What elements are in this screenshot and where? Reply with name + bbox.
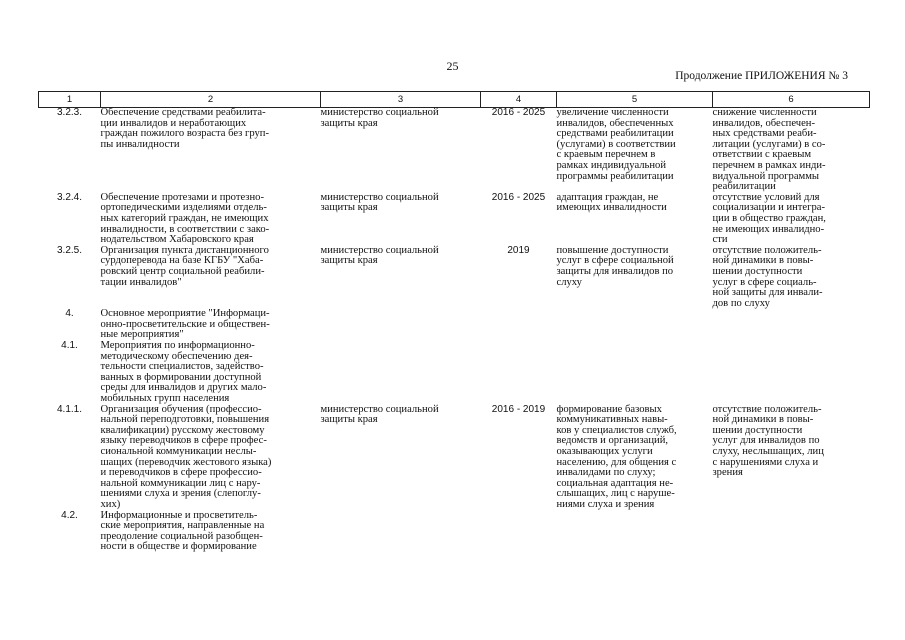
expected-result (557, 341, 713, 405)
executor: министерство социальной защиты края (320, 244, 439, 267)
table-row (39, 246, 870, 310)
non-implementation-effect (713, 511, 870, 553)
executor (321, 511, 481, 553)
non-implementation-effect: отсутствие положитель- ной динамики в повы- шении доступности услуг в сфере социаль- ной защиты для инвали- дов по слуху (712, 244, 823, 309)
column-header-5: 5 (557, 92, 713, 108)
implementation-period: 2016 - 2025 (491, 191, 546, 203)
column-numbers-row (39, 92, 870, 108)
column-header-1: 1 (39, 92, 101, 108)
table-row (39, 405, 870, 511)
table-row (39, 108, 870, 193)
expected-result: адаптация граждан, не имеющих инвалидности (556, 191, 667, 214)
measure-name: Мероприятия по информационно- методическому обеспечению дея- тельности специалистов, задейство- ванных в формировании доступной среды для инвалидов и других мало- мобильных групп населения (100, 340, 267, 405)
page-number: 25 (446, 59, 459, 73)
row-number: 4.1.1. (56, 403, 83, 415)
row-number: 4.1. (61, 340, 78, 352)
executor: министерство социальной защиты края (320, 107, 439, 129)
measure-name: Организация пункта дистанционного сурдоперевода на базе КГБУ "Хаба- ровский центр социальной реабили- тации инвалидов" (100, 244, 269, 288)
appendix-continuation-label: Продолжение ПРИЛОЖЕНИЯ № 3 (675, 70, 848, 82)
expected-result (557, 511, 713, 553)
row-number: 4. (65, 308, 74, 320)
expected-result: формирование базовых коммуникативных навы- ков у специалистов служб, ведомств и организаций, оказывающих услуги населению, для общения с инвалидами по слуху; социальная адаптация не- слышащих, лиц с наруше- ниями слуха и зрения (556, 403, 677, 510)
table-row (39, 309, 870, 341)
table-row (39, 193, 870, 246)
table-row (39, 341, 870, 405)
measures-table (38, 91, 870, 553)
table-body (39, 108, 870, 553)
table-row (39, 511, 870, 553)
expected-result: увеличение численности инвалидов, обеспеченных средствами реабилитации (услугами) в соответствии с краевым перечнем в рамках индивидуальной программы реабилитации (556, 107, 676, 182)
non-implementation-effect (713, 341, 870, 405)
non-implementation-effect (713, 309, 870, 341)
executor (321, 309, 481, 341)
measure-name: Обеспечение средствами реабилита- ции инвалидов и неработающих граждан пожилого возраста без груп- пы инвалидности (100, 107, 270, 150)
executor: министерство социальной защиты края (320, 403, 439, 426)
expected-result (557, 309, 713, 341)
column-header-6: 6 (713, 92, 870, 108)
executor (321, 341, 481, 405)
non-implementation-effect: отсутствие условий для социализации и интегра- ции в общество граждан, не имеющих инвалидно- сти (712, 191, 826, 246)
measure-name: Обеспечение протезами и протезно- ортопедическими изделиями отдель- ных категорий граждан, не имеющих инвалидности, в соответствии с зако- нодательством Хабаровского края (100, 191, 270, 246)
implementation-period: 2016 - 2025 (491, 107, 546, 118)
measure-name: Организация обучения (профессио- нальной переподготовки, повышения квалификации) русскому жестовому языку переводчиков в сфере профес- сиональной коммуникации неслы- шащих (переводчик жестового языка) и переводчиков в сфере профессио- нальной коммуникации лиц с нару- шениями слуха и зрения (слепоглу- хих) (100, 403, 272, 510)
executor: министерство социальной защиты края (320, 191, 439, 214)
row-number: 4.2. (61, 509, 78, 521)
measure-name: Информационные и просветитель- ские мероприятия, направленные на преодоление социальной разобщен- ности в обществе и формирование (100, 509, 265, 553)
implementation-period (481, 341, 557, 405)
non-implementation-effect: отсутствие положитель- ной динамики в повы- шении доступности услуг для инвалидов по слуху, неслышащих, лиц с нарушениями слуха и зрения (712, 403, 824, 479)
row-number: 3.2.5. (56, 244, 83, 256)
measure-name: Основное мероприятие "Информаци- онно-просветительские и обществен- ные мероприятия" (100, 308, 270, 341)
column-header-4: 4 (481, 92, 557, 108)
non-implementation-effect: снижение численности инвалидов, обеспечен- ных средствами реаби- литации (услугами) в со- ответствии с краевым перечнем в рамках инди- видуальной программы реабилитации (712, 107, 826, 193)
implementation-period (481, 309, 557, 341)
column-header-2: 2 (101, 92, 321, 108)
row-number: 3.2.3. (56, 107, 83, 118)
implementation-period: 2016 - 2019 (491, 403, 546, 415)
row-number: 3.2.4. (56, 191, 83, 203)
column-header-3: 3 (321, 92, 481, 108)
expected-result: повышение доступности услуг в сфере социальной защиты для инвалидов по слуху (556, 244, 674, 288)
implementation-period: 2019 (507, 244, 530, 256)
implementation-period (481, 511, 557, 553)
